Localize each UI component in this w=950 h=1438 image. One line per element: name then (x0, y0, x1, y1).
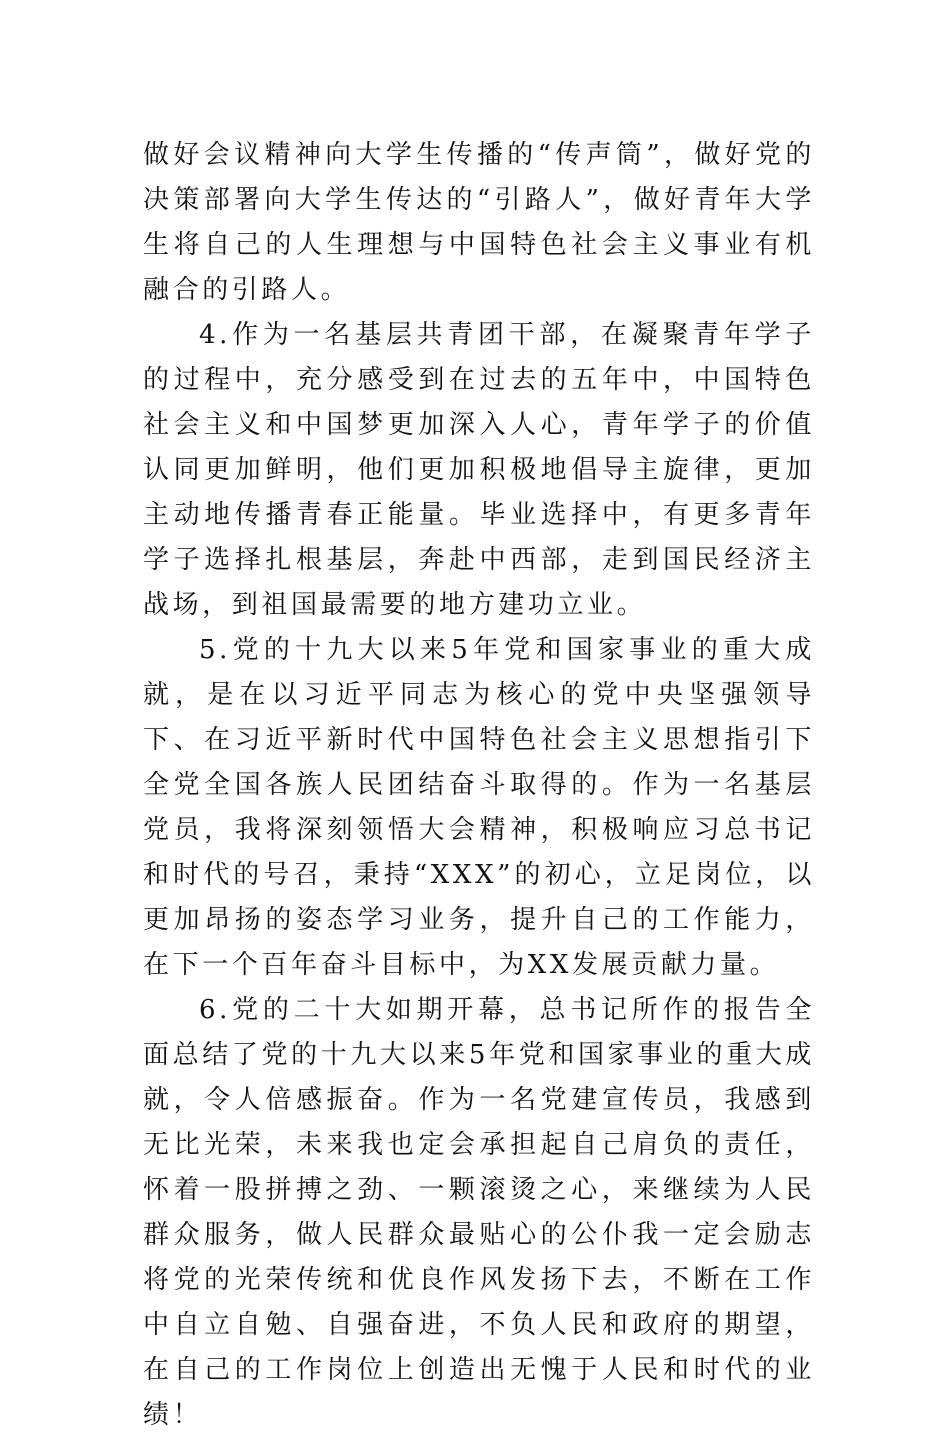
document-body (143, 133, 815, 1438)
paragraph-item-4: 4.作为一名基层共青团干部，在凝聚青年学子的过程中，充分感受到在过去的五年中，中国特色社会主义和中国梦更加深入人心，青年学子的价值认同更加鲜明，他们更加积极地倡导主旋律，更加主动地传播青春正能量。毕业选择中，有更多青年学子选择扎根基层，奔赴中西部，走到国民经济主战场，到祖国最需要的地方建功立业。 (143, 320, 815, 620)
paragraph-continuation: 做好会议精神向大学生传播的“传声筒”，做好党的决策部署向大学生传达的“引路人”，做好青年大学生将自己的人生理想与中国特色社会主义事业有机融合的引路人。 (143, 140, 815, 305)
paragraph-item-5: 5.党的十九大以来5年党和国家事业的重大成就，是在以习近平同志为核心的党中央坚强领导下、在习近平新时代中国特色社会主义思想指引下全党全国各族人民团结奋斗取得的。作为一名基层党员，我将深刻领悟大会精神，积极响应习总书记和时代的号召，秉持“XXX”的初心，立足岗位，以更加昂扬的姿态学习业务，提升自己的工作能力，在下一个百年奋斗目标中，为XX发展贡献力量。 (143, 635, 815, 980)
paragraph-item-6: 6.党的二十大如期开幕，总书记所作的报告全面总结了党的十九大以来5年党和国家事业的重大成就，令人倍感振奋。作为一名党建宣传员，我感到无比光荣，未来我也定会承担起自己肩负的责任，怀着一股拼搏之劲、一颗滚烫之心，来继续为人民群众服务，做人民群众最贴心的公仆我一定会励志将党的光荣传统和优良作风发扬下去，不断在工作中自立自勉、自强奋进，不负人民和政府的期望，在自己的工作岗位上创造出无愧于人民和时代的业绩！ (143, 995, 815, 1430)
